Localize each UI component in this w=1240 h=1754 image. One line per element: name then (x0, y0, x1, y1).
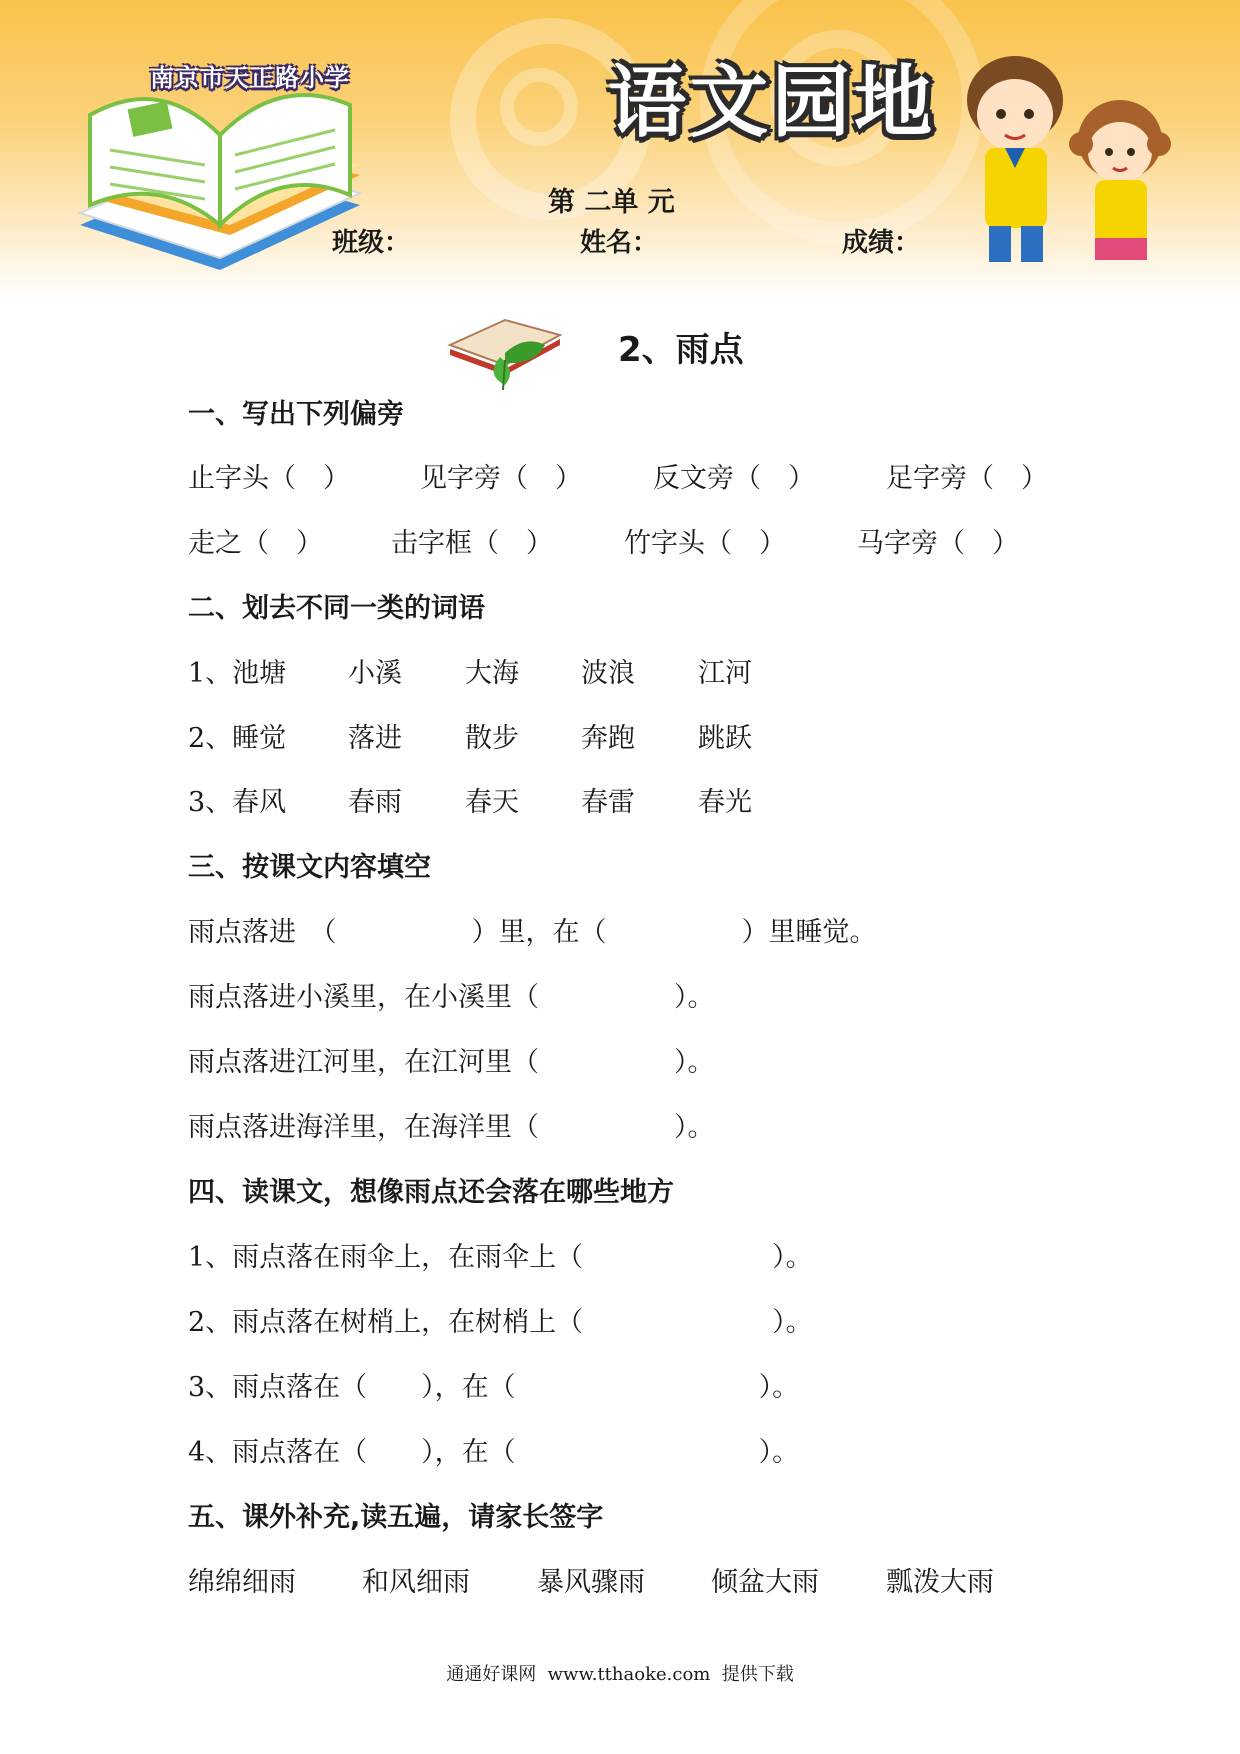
header-banner (0, 0, 1240, 300)
word-item: 春雷 (581, 787, 635, 818)
class-label: 班级： (332, 228, 411, 258)
download-footer: 通通好课网 www.tthaoke.com 提供下载 (446, 1664, 794, 1685)
radical-item: 击字框（ ） (391, 528, 553, 559)
radical-item: 反文旁（ ） (653, 463, 815, 494)
radical-item: 走之（ ） (188, 528, 323, 559)
idiom-item: 瓢泼大雨 (886, 1567, 994, 1598)
name-label: 姓名： (580, 228, 659, 258)
idiom-row (188, 1560, 1088, 1600)
word-item: 波浪 (581, 658, 635, 689)
section-1-title: 一、写出下列偏旁 (188, 399, 404, 430)
word-item: 大海 (465, 658, 519, 689)
word-item: 春天 (465, 787, 519, 818)
children-illustration-icon (945, 40, 1185, 270)
word-group-row-3 (188, 780, 1088, 820)
section-2-title: 二、划去不同一类的词语 (188, 593, 485, 624)
idiom-item: 绵绵细雨 (188, 1567, 296, 1598)
fill-blank-line: 雨点落进 （ ）里，在（ ）里睡觉。 (188, 917, 877, 948)
word-item: 春光 (698, 787, 752, 818)
radical-row-2 (188, 521, 1088, 561)
section-3-title: 三、按课文内容填空 (188, 852, 431, 883)
fill-blank-line: 雨点落进江河里，在江河里（ ）。 (188, 1047, 715, 1078)
score-label: 成绩： (842, 228, 921, 258)
swirl-decoration (500, 68, 578, 146)
book-leaf-icon (445, 305, 565, 395)
imagine-line: 3、雨点落在（ ），在（ ）。 (188, 1372, 800, 1403)
word-item: 散步 (465, 723, 519, 754)
word-item: 春雨 (348, 787, 402, 818)
word-item: 奔跑 (581, 723, 635, 754)
section-5-title: 五、课外补充,读五遍，请家长签字 (188, 1502, 604, 1533)
unit-heading: 第 二单 元 (548, 187, 675, 218)
word-item: 跳跃 (698, 723, 752, 754)
fill-blank-line: 雨点落进海洋里，在海洋里（ ）。 (188, 1112, 715, 1143)
radical-item: 竹字头（ ） (624, 528, 786, 559)
word-item: 1、池塘 (188, 658, 287, 689)
radical-item: 马字旁（ ） (857, 528, 1019, 559)
radical-item: 足字旁（ ） (886, 463, 1048, 494)
radical-item: 见字旁（ ） (420, 463, 582, 494)
imagine-line: 1、雨点落在雨伞上，在雨伞上（ ）。 (188, 1242, 813, 1273)
word-group-row-2 (188, 716, 1088, 756)
word-item: 江河 (698, 658, 752, 689)
word-item: 2、睡觉 (188, 723, 287, 754)
section-4-title: 四、读课文，想像雨点还会落在哪些地方 (188, 1177, 674, 1208)
imagine-line: 2、雨点落在树梢上，在树梢上（ ）。 (188, 1307, 813, 1338)
lesson-title: 2、雨点 (618, 330, 744, 370)
word-item: 3、春风 (188, 787, 287, 818)
word-item: 小溪 (348, 658, 402, 689)
idiom-item: 和风细雨 (362, 1567, 470, 1598)
fill-blank-line: 雨点落进小溪里，在小溪里（ ）。 (188, 982, 715, 1013)
idiom-item: 倾盆大雨 (711, 1567, 819, 1598)
word-group-row-1 (188, 651, 1088, 691)
imagine-line: 4、雨点落在（ ），在（ ）。 (188, 1437, 800, 1468)
word-item: 落进 (348, 723, 402, 754)
school-name: 南京市天正路小学 (150, 64, 350, 92)
radical-item: 止字头（ ） (188, 463, 350, 494)
logo-title: 语文园地 (608, 58, 937, 148)
radical-row-1 (188, 456, 1088, 496)
idiom-item: 暴风骤雨 (537, 1567, 645, 1598)
